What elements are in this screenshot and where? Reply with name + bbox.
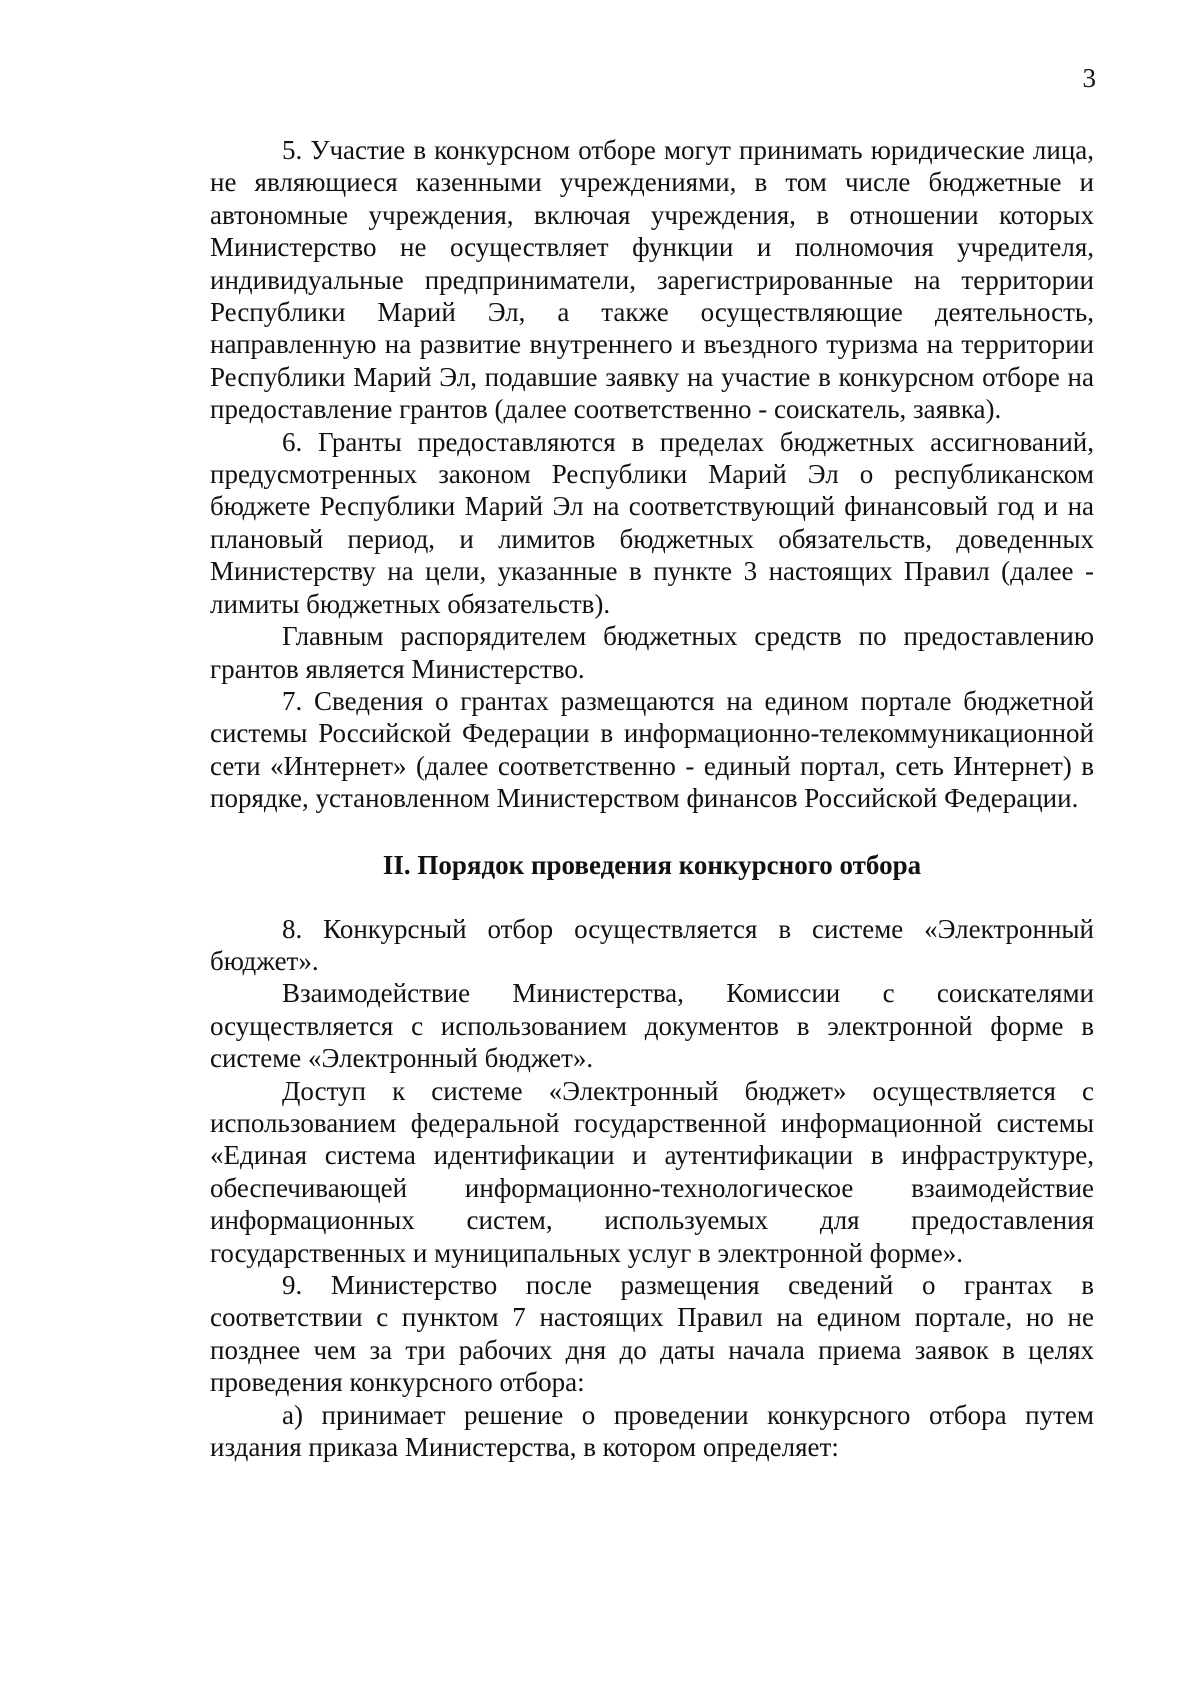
paragraph-budget-manager: Главным распорядителем бюджетных средств по предоставлению грантов является Министерство. (210, 621, 1094, 684)
section-heading: II. Порядок проведения конкурсного отбора (382, 849, 922, 880)
paragraph-item-5: 5. Участие в конкурсном отборе могут принимать юридические лица, не являющиеся казенными учреждениями, в том числе бюджетные и автономные учреждения, включая учреждения, в отношении которых Министерство не осуществляет функции и полномочия учредителя, индивидуальные предприниматели, зарегистрированные на территории Республики Марий Эл, а также осуществляющие деятельность, направленную на развитие внутреннего и въездного туризма на территории Республики Марий Эл, подавшие заявку на участие в конкурсном отборе на предоставление грантов (далее соответственно - соискатель, заявка). (210, 135, 1094, 425)
paragraph-item-7: 7. Сведения о грантах размещаются на едином портале бюджетной системы Российской Федерации в информационно-телекоммуникационной сети «Интернет» (далее соответственно - единый портал, сеть Интернет) в порядке, установленном Министерством финансов Российской Федерации. (210, 685, 1094, 814)
page-number: 3 (1082, 63, 1096, 93)
paragraph-interaction: Взаимодействие Министерства, Комиссии с соискателями осуществляется с использованием документов в электронной форме в системе «Электронный бюджет». (210, 978, 1094, 1074)
paragraph-item-9: 9. Министерство после размещения сведений о грантах в соответствии с пунктом 7 настоящих Правил на едином портале, но не позднее чем за три рабочих дня до даты начала приема заявок в целях проведения конкурсного отбора: (210, 1270, 1094, 1398)
document-body (210, 134, 1094, 1463)
paragraph-subitem-a: а) принимает решение о проведении конкурсного отбора путем издания приказа Министерства, в котором определяет: (210, 1399, 1094, 1463)
paragraph-access: Доступ к системе «Электронный бюджет» осуществляется с использованием федеральной государственной информационной системы «Единая система идентификации и аутентификации в инфраструктуре, обеспечивающей информационно-технологическое взаимодействие информационных систем, используемых для предоставления государственных и муниципальных услуг в электронной форме». (210, 1075, 1094, 1268)
paragraph-item-8: 8. Конкурсный отбор осуществляется в системе «Электронный бюджет». (210, 913, 1094, 976)
paragraph-item-6: 6. Гранты предоставляются в пределах бюджетных ассигнований, предусмотренных законом Республики Марий Эл о республиканском бюджете Республики Марий Эл на соответствующий финансовый год и на плановый период, и лимитов бюджетных обязательств, доведенных Министерству на цели, указанные в пункте 3 настоящих Правил (далее - лимиты бюджетных обязательств). (210, 426, 1094, 619)
